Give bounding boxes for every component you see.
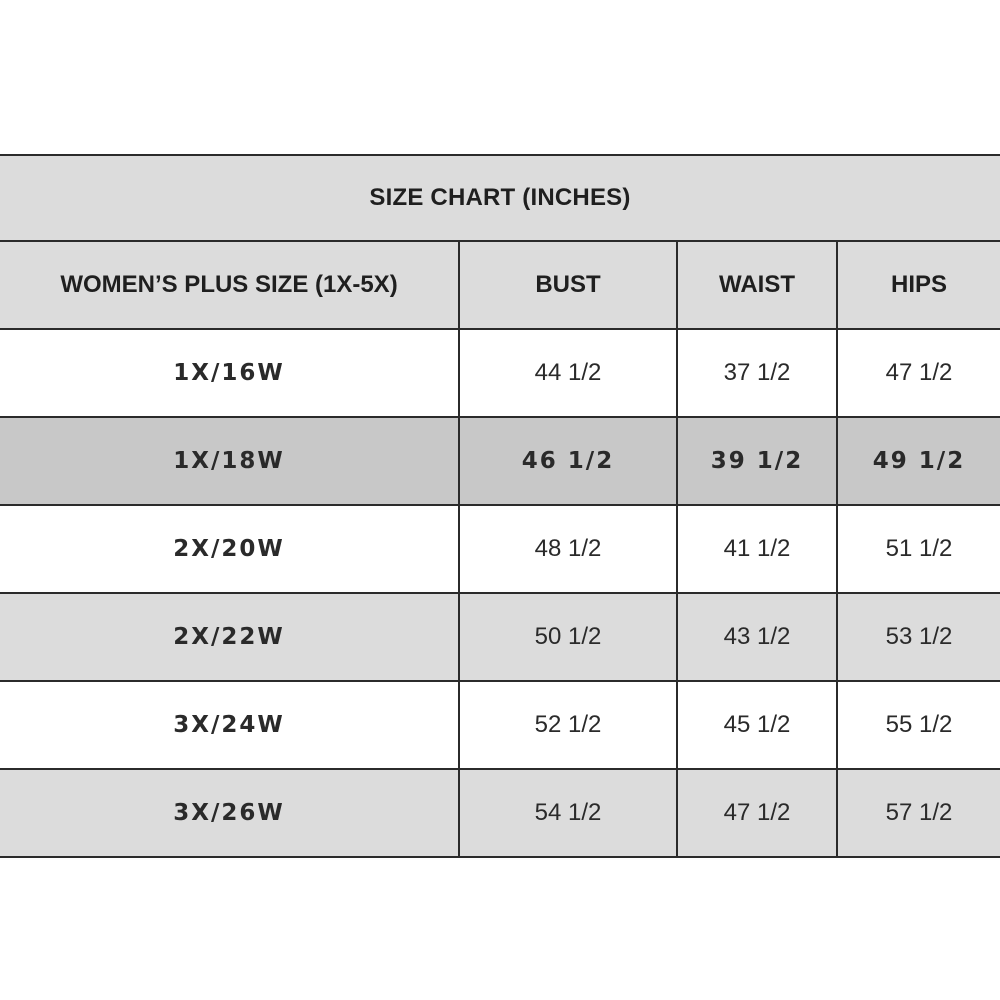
size-chart-table [0,154,1000,858]
hips-cell: 51 1/2 [885,535,953,562]
table-row [0,506,1000,594]
hips-cell: 47 1/2 [885,359,953,386]
waist-cell: 45 1/2 [678,682,838,768]
waist-cell: 43 1/2 [678,594,838,680]
size-cell: 1X/16W [0,330,460,416]
table-row [0,418,1000,506]
hips-cell: 53 1/2 [885,623,953,650]
bust-cell: 44 1/2 [460,330,678,416]
header-bust: BUST [460,242,678,328]
waist-cell: 47 1/2 [678,770,838,856]
waist-cell: 41 1/2 [678,506,838,592]
size-cell: 3X/24W [0,682,460,768]
bust-cell: 48 1/2 [460,506,678,592]
table-title: SIZE CHART (INCHES) [0,156,1000,242]
table-row [0,770,1000,856]
header-waist: WAIST [678,242,838,328]
hips-cell: 49 1/2 [872,448,966,474]
bust-cell: 50 1/2 [460,594,678,680]
size-cell: 1X/18W [0,418,460,504]
header-hips: HIPS [890,271,947,298]
bust-cell: 46 1/2 [460,418,678,504]
size-cell: 3X/26W [0,770,460,856]
size-cell: 2X/20W [0,506,460,592]
waist-cell: 39 1/2 [678,418,838,504]
table-grid [0,242,1000,856]
hips-cell: 55 1/2 [885,711,953,738]
table-row [0,594,1000,682]
bust-cell: 52 1/2 [460,682,678,768]
table-row [0,330,1000,418]
table-row [0,682,1000,770]
waist-cell: 37 1/2 [678,330,838,416]
hips-cell: 57 1/2 [885,799,953,826]
size-cell: 2X/22W [0,594,460,680]
bust-cell: 54 1/2 [460,770,678,856]
header-size: WOMEN’S PLUS SIZE (1X-5X) [0,242,460,328]
header-row [0,242,1000,330]
